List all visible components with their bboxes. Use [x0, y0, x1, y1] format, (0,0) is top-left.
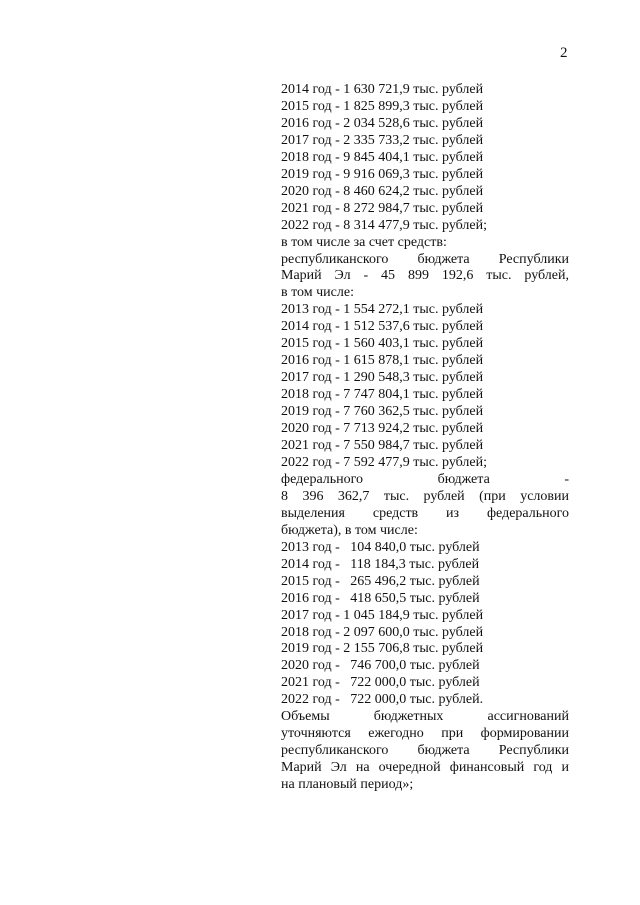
closing-paragraph [281, 709, 569, 794]
list-item: 2017 год - 1 290 548,3 тыс. рублей [281, 370, 484, 386]
list-item: 2015 год - 1 825 899,3 тыс. рублей [281, 98, 484, 114]
federal-budget-section [281, 472, 569, 709]
list-item: 2018 год - 2 097 600,0 тыс. рублей [281, 624, 484, 640]
page-number: 2 [560, 45, 568, 61]
federal-heading-line2: 8 396 362,7 тыс. рублей (при условии [281, 488, 569, 504]
list-item: 2016 год - 2 034 528,6 тыс. рублей [281, 115, 484, 131]
list-item: 2021 год - 7 550 984,7 тыс. рублей [281, 438, 484, 454]
list-item: 2016 год - 418 650,5 тыс. рублей [281, 590, 480, 606]
federal-heading-line4: бюджета), в том числе: [281, 522, 418, 538]
list-item: 2017 год - 1 045 184,9 тыс. рублей [281, 607, 484, 623]
republican-budget-section [281, 252, 569, 472]
list-item: 2021 год - 8 272 984,7 тыс. рублей [281, 200, 484, 216]
list-item: 2014 год - 1 512 537,6 тыс. рублей [281, 319, 484, 335]
list-item: 2018 год - 7 747 804,1 тыс. рублей [281, 387, 484, 403]
federal-heading-line3: выделения средств из федерального [281, 505, 569, 521]
closing-line3: республиканского бюджета Республики [281, 743, 569, 759]
total-years-list [281, 82, 569, 235]
list-item: 2019 год - 9 916 069,3 тыс. рублей [281, 166, 484, 182]
list-item: 2019 год - 2 155 706,8 тыс. рублей [281, 641, 484, 657]
list-item: 2018 год - 9 845 404,1 тыс. рублей [281, 149, 484, 165]
closing-line4: Марий Эл на очередной финансовый год и [281, 760, 569, 776]
list-item: 2015 год - 265 496,2 тыс. рублей [281, 573, 480, 589]
list-item: 2014 год - 1 630 721,9 тыс. рублей [281, 82, 484, 97]
closing-line1: Объемы бюджетных ассигнований [281, 709, 569, 725]
list-item: 2022 год - 722 000,0 тыс. рублей. [281, 692, 484, 708]
list-item: 2014 год - 118 184,3 тыс. рублей [281, 556, 480, 572]
including-sources-label: в том числе за счет средств: [281, 234, 447, 250]
list-item: 2020 год - 7 713 924,2 тыс. рублей [281, 421, 484, 437]
list-item: 2017 год - 2 335 733,2 тыс. рублей [281, 132, 484, 148]
budget-text-block [281, 82, 569, 794]
republican-heading-line2: Марий Эл - 45 899 192,6 тыс. рублей, [281, 268, 569, 284]
list-item: 2022 год - 7 592 477,9 тыс. рублей; [281, 454, 488, 470]
list-item: 2016 год - 1 615 878,1 тыс. рублей [281, 353, 484, 369]
list-item: 2021 год - 722 000,0 тыс. рублей [281, 675, 480, 691]
list-item: 2015 год - 1 560 403,1 тыс. рублей [281, 336, 484, 352]
closing-line2: уточняются ежегодно при формировании [281, 726, 569, 742]
list-item: 2020 год - 8 460 624,2 тыс. рублей [281, 183, 484, 199]
republican-heading-line1: республиканского бюджета Республики [281, 251, 569, 267]
federal-heading-line1: федерального бюджета - [281, 471, 569, 487]
republican-heading-line3: в том числе: [281, 285, 354, 301]
list-item: 2019 год - 7 760 362,5 тыс. рублей [281, 404, 484, 420]
list-item: 2013 год - 1 554 272,1 тыс. рублей [281, 302, 484, 318]
list-item: 2022 год - 8 314 477,9 тыс. рублей; [281, 217, 488, 233]
list-item: 2013 год - 104 840,0 тыс. рублей [281, 539, 480, 555]
closing-line5: на плановый период»; [281, 777, 414, 793]
list-item: 2020 год - 746 700,0 тыс. рублей [281, 658, 480, 674]
